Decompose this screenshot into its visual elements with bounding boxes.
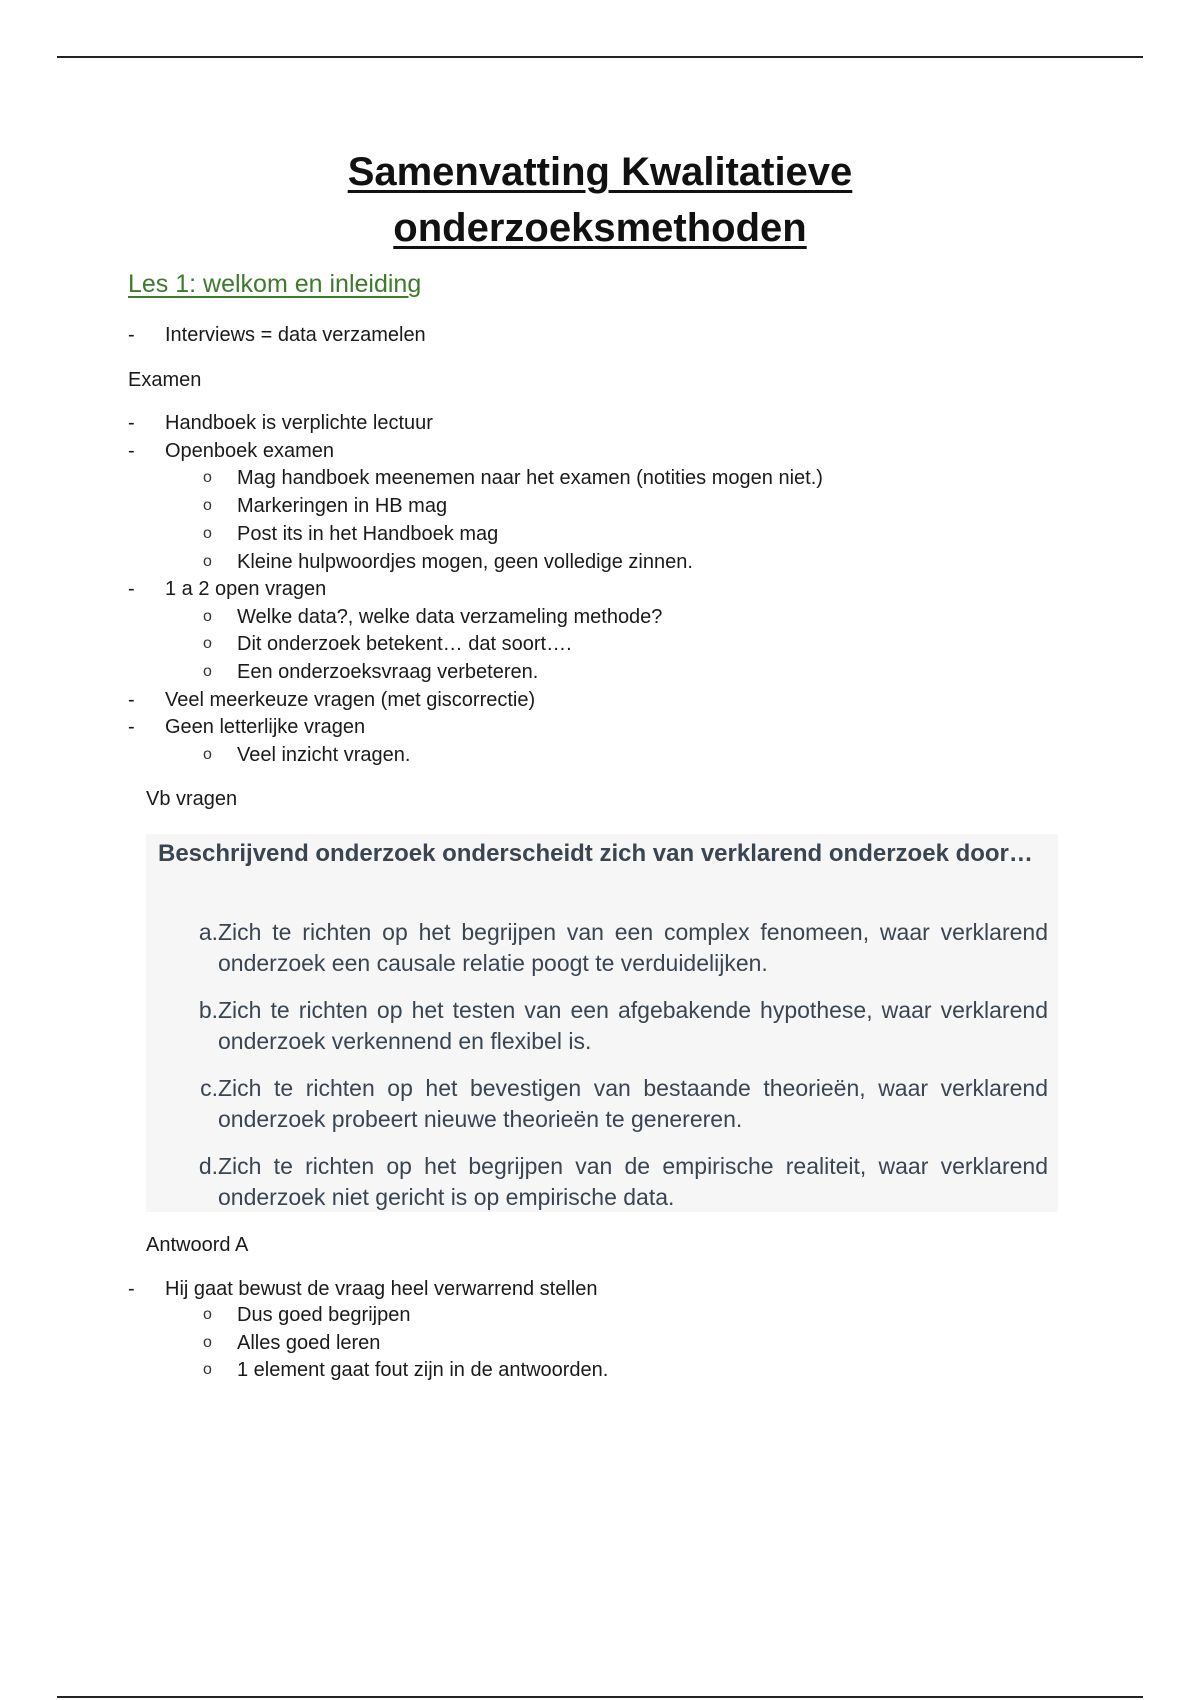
question-stem: Beschrijvend onderzoek onderscheidt zich van verklarend onderzoek door… <box>158 840 1033 867</box>
bullet-circle: o <box>203 608 212 625</box>
option-letter: a. <box>198 919 218 945</box>
bullet-circle: o <box>203 469 212 486</box>
bullet-circle: o <box>203 497 212 514</box>
list-item: Post its in het Handboek mag <box>237 523 499 545</box>
document-title <box>0 144 1200 256</box>
title-line-1: Samenvatting Kwalitatieve <box>347 150 853 194</box>
section-heading: Les 1: welkom en inleiding <box>128 270 422 298</box>
option-text: Zich te richten op het bevestigen van bestaande theorieën, waar verklarend onderzoek probeert nieuwe theorieën te genereren. <box>218 1075 1048 1132</box>
list-item: Mag handboek meenemen naar het examen (notities mogen niet.) <box>237 467 823 489</box>
option-letter: c. <box>200 1075 218 1101</box>
list-item: Alles goed leren <box>237 1332 381 1354</box>
bullet-dash: - <box>128 412 135 434</box>
bullet-circle: o <box>203 1306 212 1323</box>
list-item: Welke data?, welke data verzameling methode? <box>237 606 663 628</box>
list-item: Geen letterlijke vragen <box>165 716 366 738</box>
list-item: Kleine hulpwoordjes mogen, geen volledige zinnen. <box>237 551 693 573</box>
bullet-dash: - <box>128 1278 135 1300</box>
list-item: Een onderzoeksvraag verbeteren. <box>237 661 539 683</box>
list-item: Markeringen in HB mag <box>237 495 448 517</box>
option-text: Zich te richten op het begrijpen van de empirische realiteit, waar verklarend onderzoek niet gericht is op empirische data. <box>218 1153 1048 1210</box>
bullet-circle: o <box>203 746 212 763</box>
example-label: Vb vragen <box>146 788 238 810</box>
list-item: Dit onderzoek betekent… dat soort…. <box>237 633 572 655</box>
list-item: Interviews = data verzamelen <box>165 324 426 346</box>
option-text: Zich te richten op het testen van een afgebakende hypothese, waar verklarend onderzoek verkennend en flexibel is. <box>218 997 1048 1054</box>
bullet-circle: o <box>203 635 212 652</box>
bullet-circle: o <box>203 553 212 570</box>
list-item: Dus goed begrijpen <box>237 1304 411 1326</box>
list-item: Hij gaat bewust de vraag heel verwarrend stellen <box>165 1278 598 1300</box>
answer-label: Antwoord A <box>146 1234 249 1256</box>
bullet-dash: - <box>128 689 135 711</box>
bullet-dash: - <box>128 716 135 738</box>
list-item: Veel inzicht vragen. <box>237 744 411 766</box>
bullet-circle: o <box>203 663 212 680</box>
top-rule <box>57 56 1143 58</box>
list-item: Openboek examen <box>165 440 335 462</box>
exam-label: Examen <box>128 369 202 391</box>
title-line-2: onderzoeksmethoden <box>393 206 807 250</box>
list-item: Handboek is verplichte lectuur <box>165 412 433 434</box>
list-item: Veel meerkeuze vragen (met giscorrectie) <box>165 689 536 711</box>
bullet-dash: - <box>128 324 135 346</box>
bullet-dash: - <box>128 578 135 600</box>
bullet-dash: - <box>128 440 135 462</box>
answer-option <box>192 917 1048 979</box>
bullet-circle: o <box>203 525 212 542</box>
list-item: 1 element gaat fout zijn in de antwoorden. <box>237 1359 609 1381</box>
option-letter: d. <box>198 1153 218 1179</box>
answer-option <box>192 1151 1048 1213</box>
answer-option <box>192 1073 1048 1135</box>
bottom-rule <box>57 1696 1143 1698</box>
answer-option <box>192 995 1048 1057</box>
bullet-circle: o <box>203 1361 212 1378</box>
option-letter: b. <box>198 997 218 1023</box>
bullet-circle: o <box>203 1334 212 1351</box>
list-item: 1 a 2 open vragen <box>165 578 327 600</box>
option-text: Zich te richten op het begrijpen van een complex fenomeen, waar verklarend onderzoek een causale relatie poogt te verduidelijken. <box>218 919 1048 976</box>
